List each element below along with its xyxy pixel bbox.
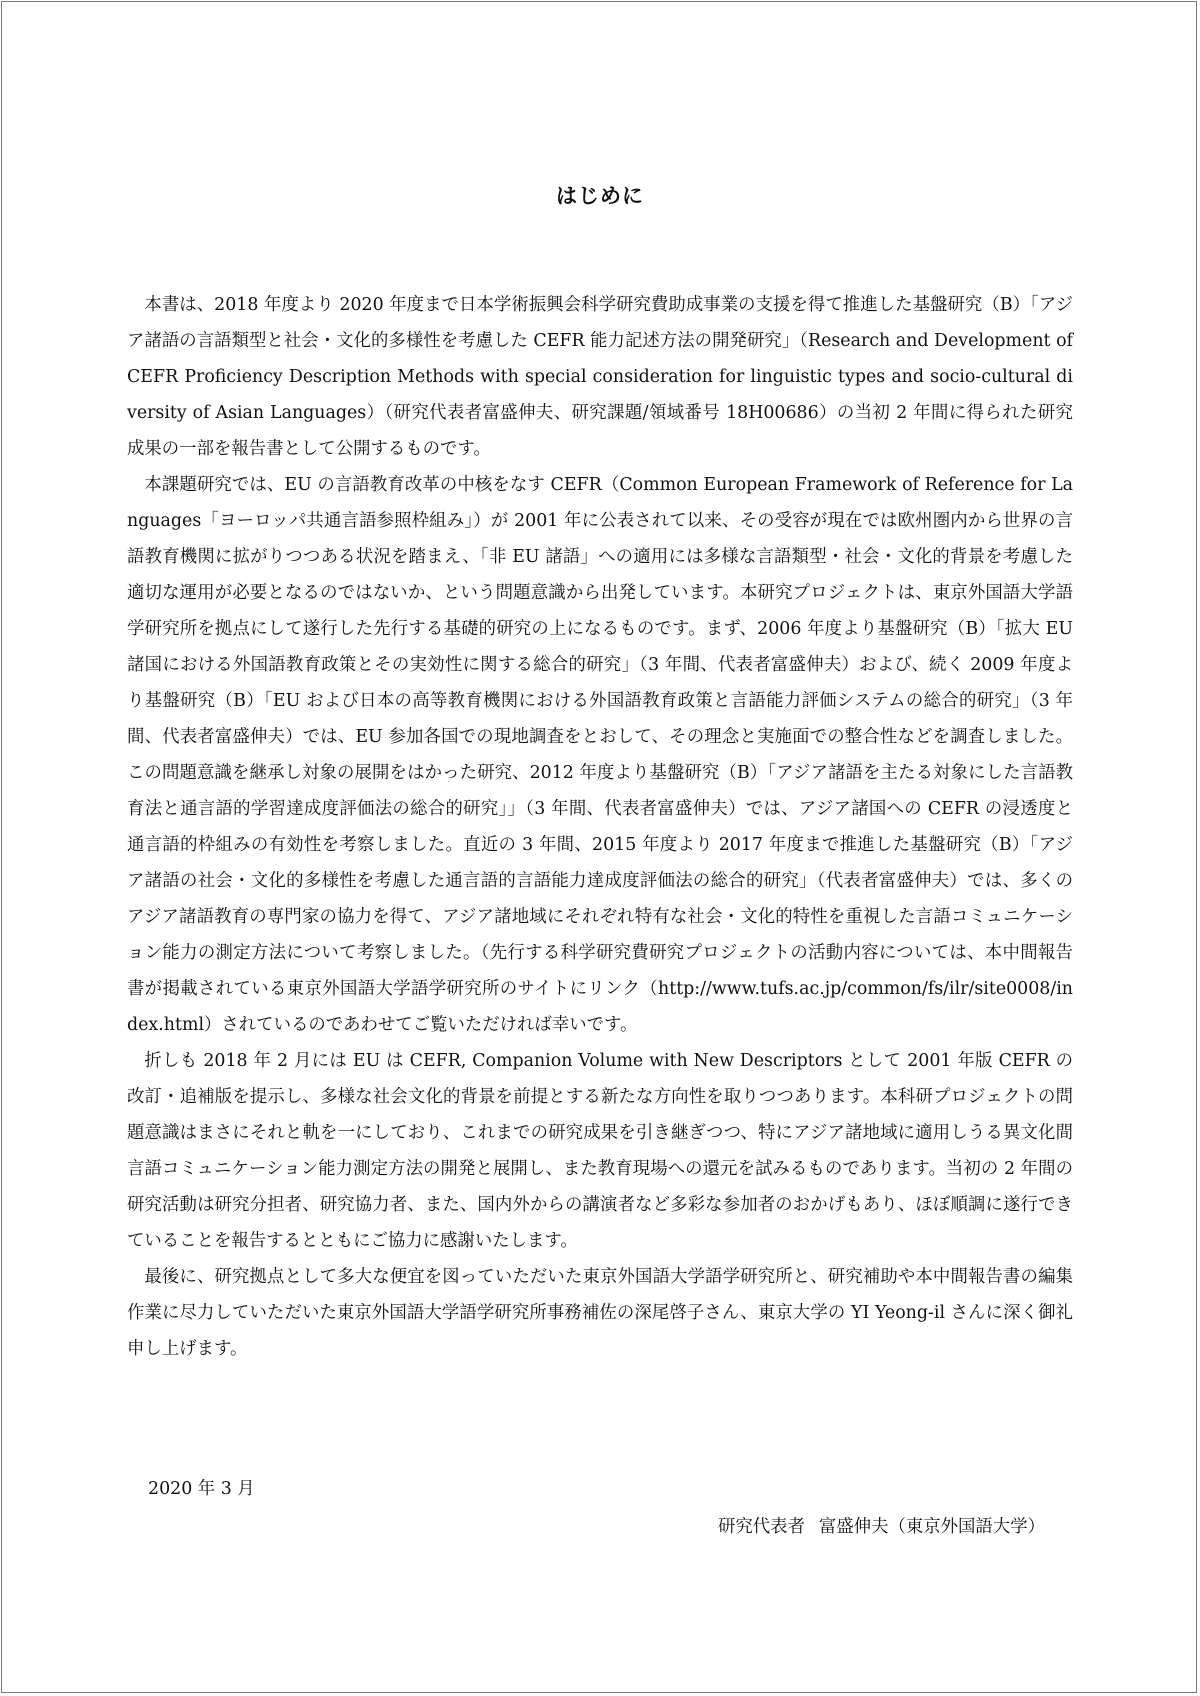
body-text bbox=[127, 287, 1073, 1367]
paragraph-introduction: 本書は、2018 年度より 2020 年度まで日本学術振興会科学研究費助成事業の支援を得て推進した基盤研究（B）「アジア諸語の言語類型と社会・文化的多様性を考慮した CEFR 能力記述方法の開発研究」（Research and Development of CEFR Proficiency Description Methods with special consideration for linguistic types and socio-cultural diversity of Asian Languages）（研究代表者富盛伸夫、研究課題/領域番号 18H00686）の当初 2 年間に得られた研究成果の一部を報告書として公開するものです。 bbox=[127, 295, 1073, 459]
paragraph-acknowledgements: 最後に、研究拠点として多大な便宜を図っていただいた東京外国語大学語学研究所と、研究補助や本中間報告書の編集作業に尽力していただいた東京外国語大学語学研究所事務補佐の深尾啓子さん、東京大学の YI Yeong-il さんに深く御礼申し上げます。 bbox=[127, 1267, 1073, 1359]
signature-line bbox=[718, 1512, 1045, 1537]
date-line: 2020 年 3 月 bbox=[148, 1479, 255, 1499]
page-title: はじめに bbox=[556, 183, 644, 208]
signature-name: 富盛伸夫（東京外国語大学） bbox=[818, 1517, 1045, 1537]
paragraph-background: 本課題研究では、EU の言語教育改革の中核をなす CEFR（Common European Framework of Reference for Languages「ヨーロッパ共通言語参照枠組み」）が 2001 年に公表されて以来、その受容が現在では欧州圏内から世界の言語教育機関に拡がりつつある状況を踏まえ、「非 EU 諸語」への適用には多様な言語類型・社会・文化的背景を考慮した適切な運用が必要となるのではないか、という問題意識から出発しています。本研究プロジェクトは、東京外国語大学語学研究所を拠点にして遂行した先行する基礎的研究の上になるものです。まず、2006 年度より基盤研究（B）「拡大 EU 諸国における外国語教育政策とその実効性に関する総合的研究」（3 年間、代表者富盛伸夫）および、続く 2009 年度より基盤研究（B）「EU および日本の高等教育機関における外国語教育政策と言語能力評価システムの総合的研究」（3 年間、代表者富盛伸夫）では、EU 参加各国での現地調査をとおして、その理念と実施面での整合性などを調査しました。この問題意識を継承し対象の展開をはかった研究、2012 年度より基盤研究（B）「アジア諸語を主たる対象にした言語教育法と通言語的学習達成度評価法の総合的研究」」（3 年間、代表者富盛伸夫）では、アジア諸国への CEFR の浸透度と通言語的枠組みの有効性を考察しました。直近の 3 年間、2015 年度より 2017 年度まで推進した基盤研究（B）「アジア諸語の社会・文化的多様性を考慮した通言語的言語能力達成度評価法の総合的研究」（代表者富盛伸夫）では、多くのアジア諸語教育の専門家の協力を得て、アジア諸地域にそれぞれ特有な社会・文化的特性を重視した言語コミュニケーション能力の測定方法について考察しました。（先行する科学研究費研究プロジェクトの活動内容については、本中間報告書が掲載されている東京外国語大学語学研究所のサイトにリンク（http://www.tufs.ac.jp/common/fs/ilr/site0008/index.html）されているのであわせてご覧いただければ幸いです。 bbox=[127, 475, 1073, 1035]
signature-role: 研究代表者 bbox=[717, 1517, 805, 1537]
paragraph-cefr-companion: 折しも 2018 年 2 月には EU は CEFR, Companion Volume with New Descriptors として 2001 年版 CEFR の改訂・追補版を提示し、多様な社会文化的背景を前提とする新たな方向性を取りつつあります。本科研プロジェクトの問題意識はまさにそれと軌を一にしており、これまでの研究成果を引き継ぎつつ、特にアジア諸地域に適用しうる異文化間言語コミュニケーション能力測定方法の開発と展開し、また教育現場への還元を試みるものであります。当初の 2 年間の研究活動は研究分担者、研究協力者、また、国内外からの講演者など多彩な参加者のおかげもあり、ほぼ順調に遂行できていることを報告するとともにご協力に感謝いたします。 bbox=[127, 1051, 1073, 1251]
